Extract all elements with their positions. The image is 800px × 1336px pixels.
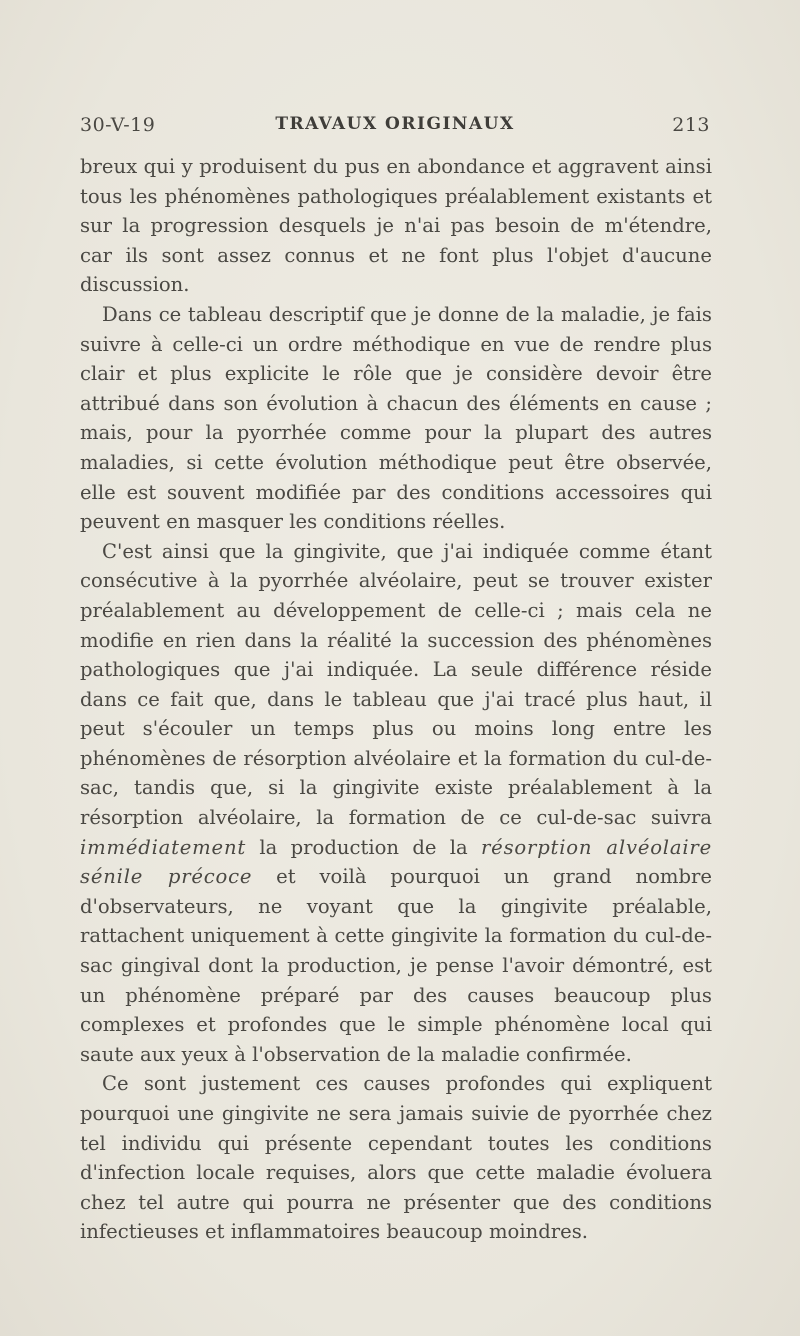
- paragraph-text: Ce sont justement ces causes profondes qui expliquent pourquoi une gingivite ne sera jamais suivie de pyorrhée chez tel individu qui présente cependant toutes les conditions d'infection locale requises, alors que cette maladie évoluera chez tel autre qui pourra ne présenter que des conditions infectieuses et inflammatoires beaucoup moindres.: [80, 1072, 712, 1244]
- paragraph-3: [80, 537, 712, 1070]
- running-head-title: TRAVAUX ORIGINAUX: [275, 114, 515, 134]
- paragraph-1: [80, 152, 712, 300]
- italic-phrase: immédiatement: [80, 835, 247, 859]
- paragraph-text: la production de la: [246, 835, 482, 859]
- page-number: 213: [672, 114, 710, 136]
- paragraph-2: [80, 300, 712, 537]
- running-head: [80, 114, 710, 144]
- running-head-date: 30-V-19: [80, 114, 156, 136]
- paragraph-4: [80, 1069, 712, 1247]
- italic-phrase: résorption alvéolaire sénile précoce: [80, 835, 712, 889]
- paragraph-text: Dans ce tableau descriptif que je donne de la maladie, je fais suivre à celle-ci un ordre méthodique en vue de rendre plus clair et plus explicite le rôle que je considère devoir être attribué dans son évolution à chacun des éléments en cause ; mais, pour la pyorrhée comme pour la plupart des autres maladies, si cette évolution méthodique peut être observée, elle est souvent modifiée par des conditions accessoires qui peuvent en masquer les conditions réelles.: [80, 302, 712, 534]
- paragraph-text: et voilà pourquoi un grand nombre d'observateurs, ne voyant que la gingivite préalable, rattachent uniquement à cette gingivite la formation du cul-de-sac gingival dont la production, je pense l'avoir démontré, est un phénomène préparé par des causes beaucoup plus complexes et profondes que le simple phénomène local qui saute aux yeux à l'observation de la maladie confirmée.: [80, 865, 712, 1066]
- paragraph-text: C'est ainsi que la gingivite, que j'ai indiquée comme étant consécutive à la pyorrhée alvéolaire, peut se trouver exister préalablement au développement de celle-ci ; mais cela ne modifie en rien dans la réalité la succession des phénomènes pathologiques que j'ai indiquée. La seule différence réside dans ce fait que, dans le tableau que j'ai tracé plus haut, il peut s'écouler un temps plus ou moins long entre les phénomènes de résorption alvéolaire et la formation du cul-de-sac, tandis que, si la gingivite existe préalablement à la résorption alvéolaire, la formation de ce cul-de-sac suivra: [80, 539, 712, 830]
- paragraph-text: breux qui y produisent du pus en abondance et aggravent ainsi tous les phénomènes pathologiques préalablement existants et sur la progression desquels je n'ai pas besoin de m'étendre, car ils sont assez connus et ne font plus l'objet d'aucune discussion.: [80, 155, 712, 297]
- body-text: [80, 152, 712, 1247]
